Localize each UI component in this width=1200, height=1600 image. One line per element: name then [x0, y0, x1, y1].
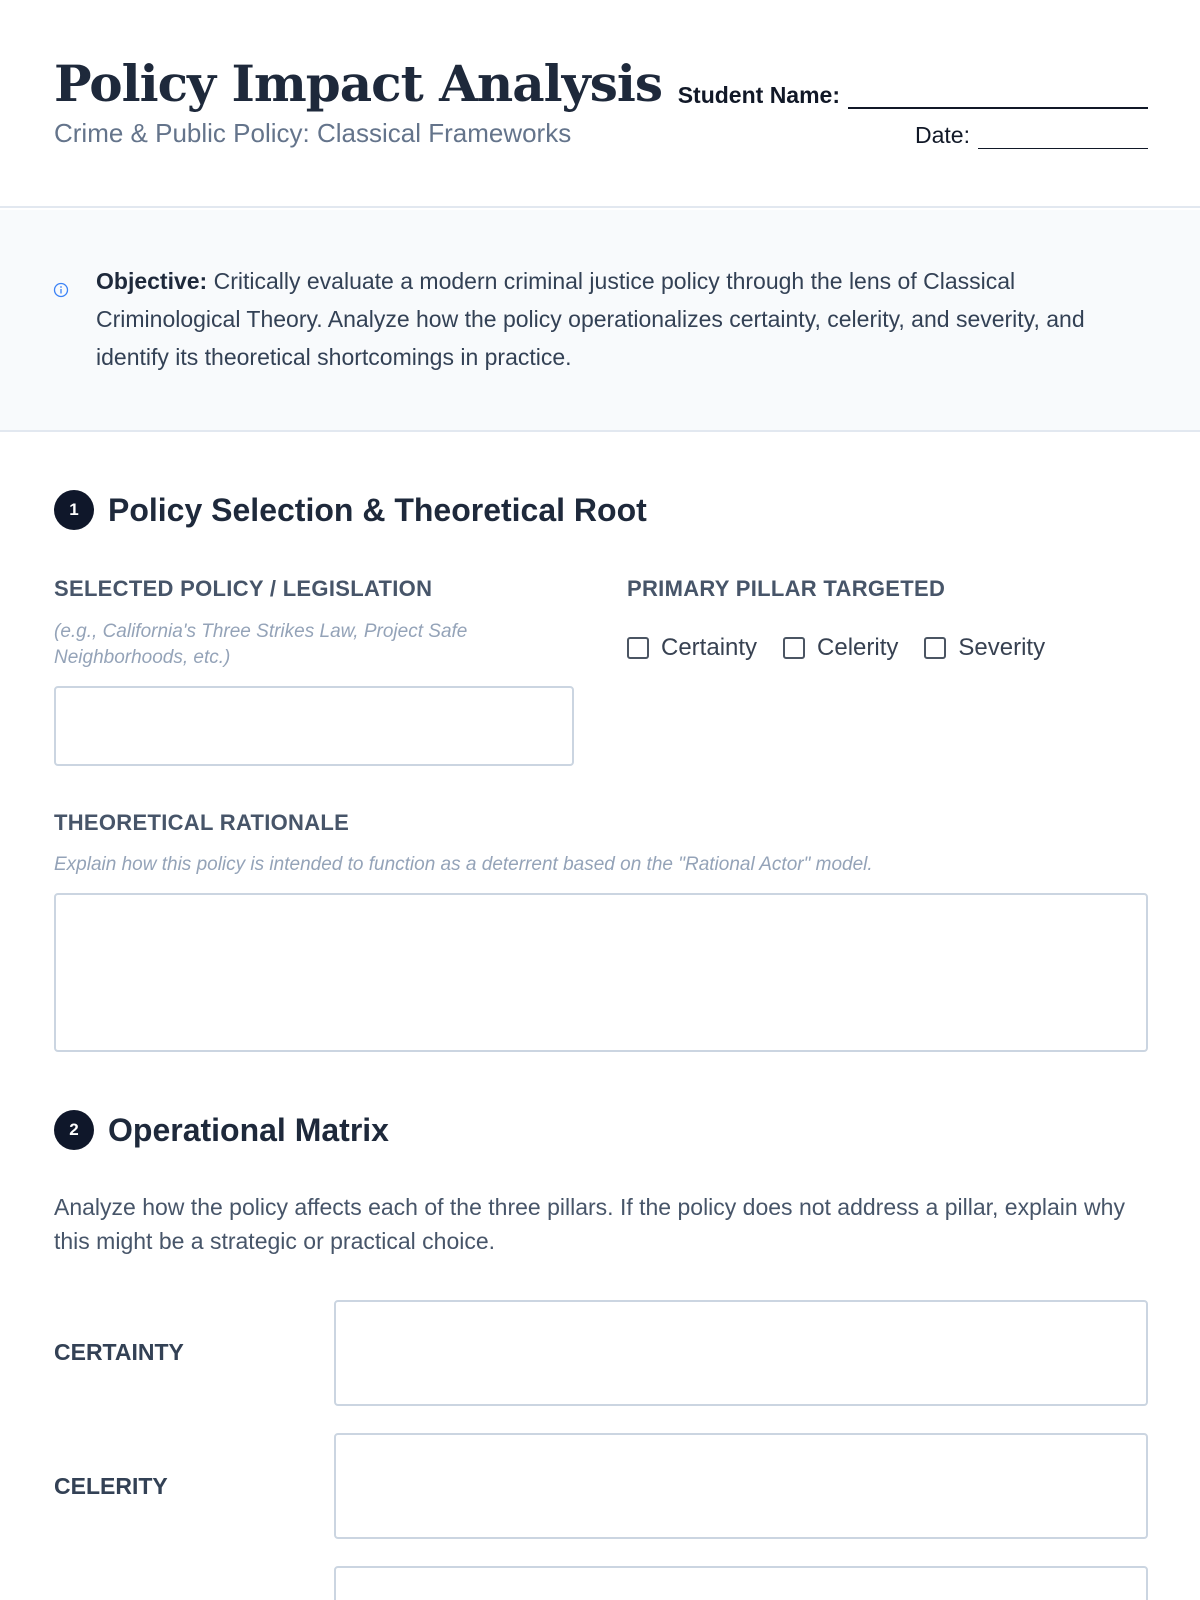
page-subtitle: Crime & Public Policy: Classical Frameworks	[54, 118, 572, 148]
policy-label: SELECTED POLICY / LEGISLATION	[54, 576, 433, 601]
severity-label: Severity	[958, 634, 1046, 661]
date-label: Date:	[915, 122, 970, 148]
rationale-hint: Explain how this policy is intended to function as a deterrent based on the "Rational Actor" model.	[54, 854, 873, 875]
section-2-badge: 2	[54, 1110, 94, 1150]
page-title: Policy Impact Analysis	[54, 54, 662, 113]
pillar-checkbox-group	[627, 634, 1071, 662]
info-circle-icon	[53, 282, 69, 298]
severity-response-box[interactable]	[334, 1566, 1148, 1600]
certainty-checkbox[interactable]	[627, 637, 649, 659]
student-name-row	[678, 82, 1148, 109]
date-row	[915, 122, 1148, 149]
worksheet-header	[0, 0, 1200, 208]
section-1-header	[54, 490, 647, 530]
policy-hint: (e.g., California's Three Strikes Law, Project Safe Neighborhoods, etc.)	[54, 621, 468, 668]
objective-text	[96, 262, 1146, 376]
section-2-header	[54, 1110, 389, 1150]
severity-checkbox[interactable]	[924, 637, 946, 659]
pillar-option-severity[interactable]	[924, 634, 1045, 662]
rationale-label: THEORETICAL RATIONALE	[54, 810, 350, 835]
student-name-label: Student Name:	[677, 82, 840, 108]
date-line[interactable]	[978, 127, 1148, 149]
section-2-description: Analyze how the policy affects each of the three pillars. If the policy does not address a pillar, explain why this might be a strategic or practical choice.	[54, 1194, 1125, 1254]
pillar-label: PRIMARY PILLAR TARGETED	[627, 576, 946, 601]
celerity-checkbox[interactable]	[783, 637, 805, 659]
section-1-title: Policy Selection & Theoretical Root	[108, 491, 647, 528]
objective-label: Objective:	[96, 268, 208, 294]
policy-input[interactable]	[54, 686, 574, 766]
student-name-line[interactable]	[848, 87, 1148, 109]
section-1-badge: 1	[54, 490, 94, 530]
objective-body: Critically evaluate a modern criminal justice policy through the lens of Classical Criminological Theory. Analyze how the policy operationalizes certainty, celerity, and severity, and identify its theoretical shortcomings in practice.	[96, 268, 1085, 370]
certainty-label: Certainty	[661, 634, 758, 661]
pillar-option-celerity[interactable]	[783, 634, 898, 662]
rationale-textarea[interactable]	[54, 893, 1148, 1052]
matrix-label-certainty: CERTAINTY	[54, 1339, 184, 1365]
pillar-option-certainty[interactable]	[627, 634, 757, 662]
certainty-response-box[interactable]	[334, 1300, 1148, 1406]
celerity-label: Celerity	[817, 634, 899, 661]
section-2-title: Operational Matrix	[108, 1111, 389, 1148]
celerity-response-box[interactable]	[334, 1433, 1148, 1539]
matrix-label-celerity: CELERITY	[54, 1473, 168, 1499]
